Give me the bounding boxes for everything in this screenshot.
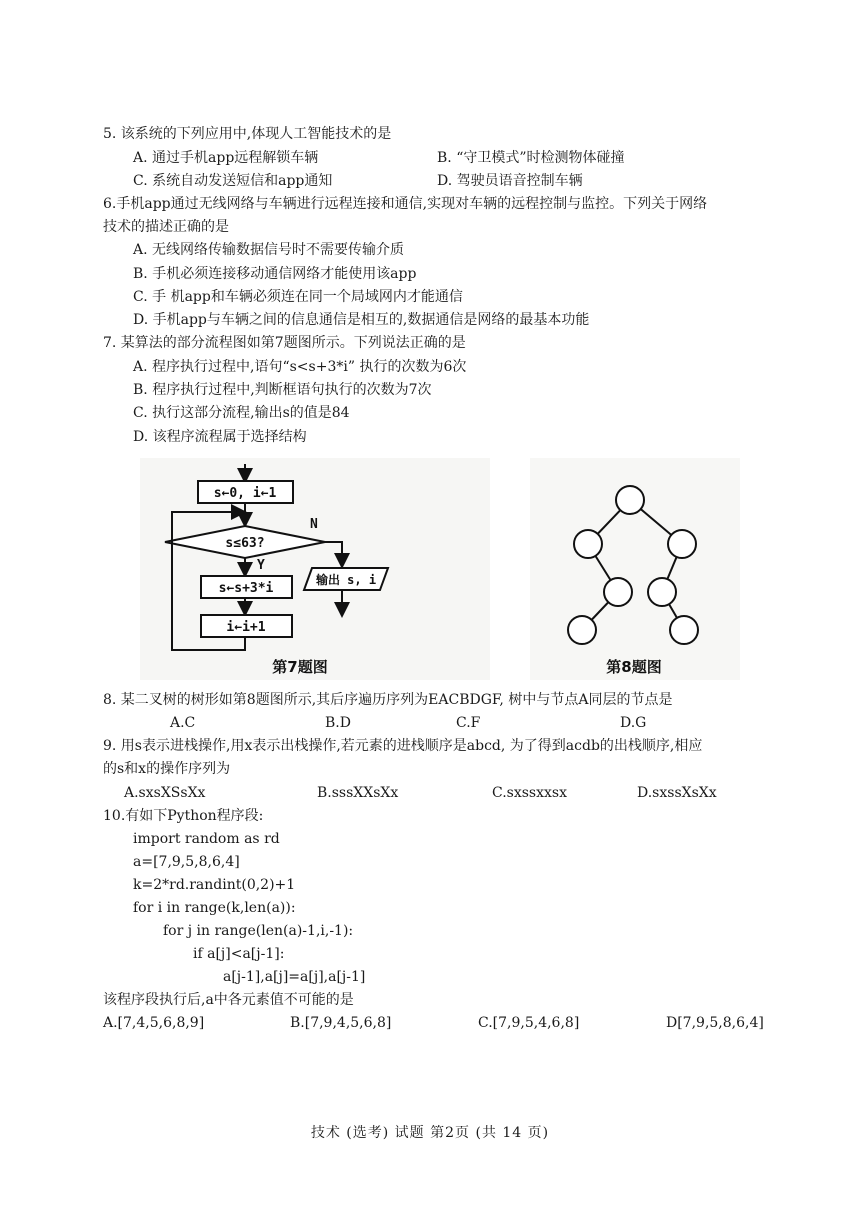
q10-option-c: C.[7,9,5,4,6,8] bbox=[478, 1015, 580, 1031]
flowchart-incr-label: i←i+1 bbox=[226, 620, 266, 635]
q7-option-d: D. 该程序流程属于选择结构 bbox=[133, 429, 307, 445]
tree-node bbox=[568, 616, 596, 644]
q7-option-c: C. 执行这部分流程,输出s的值是84 bbox=[133, 405, 350, 421]
tree-node bbox=[574, 530, 602, 558]
q9-option-d: D.sxssXsXx bbox=[637, 785, 717, 801]
code-line: a[j-1],a[j]=a[j],a[j-1] bbox=[223, 969, 366, 985]
q10-option-a: A.[7,4,5,6,8,9] bbox=[103, 1015, 205, 1031]
q9-option-a: A.sxsXSsXx bbox=[124, 785, 206, 801]
q9-option-c: C.sxssxxsx bbox=[492, 785, 567, 801]
q9-option-b: B.sssXXsXx bbox=[317, 785, 399, 801]
figure7-caption: 第7题图 bbox=[272, 658, 328, 676]
flowchart-body-label: s←s+3*i bbox=[218, 581, 274, 596]
q8-option-c: C.F bbox=[456, 715, 481, 731]
q5-stem: 5. 该系统的下列应用中,体现人工智能技术的是 bbox=[103, 126, 392, 142]
q5-option-b: B. “守卫模式”时检测物体碰撞 bbox=[437, 150, 625, 166]
q6-option-d: D. 手机app与车辆之间的信息通信是相互的,数据通信是网络的最基本功能 bbox=[133, 312, 590, 328]
flowchart-no-label: N bbox=[310, 517, 318, 532]
tree-node bbox=[604, 578, 632, 606]
tree-node bbox=[648, 578, 676, 606]
q5-option-c: C. 系统自动发送短信和app通知 bbox=[133, 173, 333, 189]
q8-option-b: B.D bbox=[325, 715, 351, 731]
tree-node-root bbox=[616, 486, 644, 514]
q8-option-d: D.G bbox=[620, 715, 647, 731]
q6-stem-line1: 6.手机app通过无线网络与车辆进行远程连接和通信,实现对车辆的远程控制与监控。下列关于网络 bbox=[103, 196, 708, 212]
code-line: for j in range(len(a)-1,i,-1): bbox=[163, 923, 354, 939]
q6-stem-line2: 技术的描述正确的是 bbox=[103, 219, 229, 235]
binary-tree-figure bbox=[530, 458, 740, 680]
tree-node bbox=[670, 616, 698, 644]
q5-option-d: D. 驾驶员语音控制车辆 bbox=[437, 173, 583, 189]
flowchart-condition-label: s≤63? bbox=[225, 536, 265, 551]
q6-option-c: C. 手 机app和车辆必须连在同一个局域网内才能通信 bbox=[133, 289, 463, 305]
q6-option-b: B. 手机必须连接移动通信网络才能使用该app bbox=[133, 266, 417, 282]
flowchart-figure bbox=[140, 458, 490, 680]
flowchart-output-label: 输出 s, i bbox=[315, 573, 377, 587]
q8-option-a: A.C bbox=[170, 715, 196, 731]
code-line: import random as rd bbox=[133, 831, 280, 847]
code-line: if a[j]<a[j-1]: bbox=[193, 946, 285, 962]
q9-stem-line1: 9. 用s表示进栈操作,用x表示出栈操作,若元素的进栈顺序是abcd, 为了得到acdb的出栈顺序,相应 bbox=[103, 738, 703, 754]
code-line: k=2*rd.randint(0,2)+1 bbox=[133, 877, 296, 893]
page-footer: 技术 (选考) 试题 第2页 (共 14 页) bbox=[310, 1125, 550, 1141]
tree-node bbox=[668, 530, 696, 558]
q10-option-d: D[7,9,5,8,6,4] bbox=[666, 1015, 764, 1031]
code-line: for i in range(k,len(a)): bbox=[133, 900, 296, 916]
figure8-caption: 第8题图 bbox=[606, 658, 662, 676]
q5-option-a: A. 通过手机app远程解锁车辆 bbox=[133, 150, 319, 166]
code-line: a=[7,9,5,8,6,4] bbox=[133, 854, 240, 870]
q10-question: 该程序段执行后,a中各元素值不可能的是 bbox=[103, 992, 354, 1008]
q10-option-b: B.[7,9,4,5,6,8] bbox=[290, 1015, 392, 1031]
q7-stem: 7. 某算法的部分流程图如第7题图所示。下列说法正确的是 bbox=[103, 335, 466, 351]
flowchart-yes-label: Y bbox=[257, 558, 265, 573]
q7-option-a: A. 程序执行过程中,语句“s<s+3*i” 执行的次数为6次 bbox=[133, 359, 467, 375]
q6-option-a: A. 无线网络传输数据信号时不需要传输介质 bbox=[133, 242, 405, 258]
q10-stem: 10.有如下Python程序段: bbox=[103, 808, 264, 824]
q9-stem-line2: 的s和x的操作序列为 bbox=[103, 761, 231, 777]
flowchart-init-label: s←0, i←1 bbox=[213, 486, 277, 501]
q8-stem: 8. 某二叉树的树形如第8题图所示,其后序遍历序列为EACBDGF, 树中与节点A同层的节点是 bbox=[103, 692, 673, 708]
q7-option-b: B. 程序执行过程中,判断框语句执行的次数为7次 bbox=[133, 382, 432, 398]
